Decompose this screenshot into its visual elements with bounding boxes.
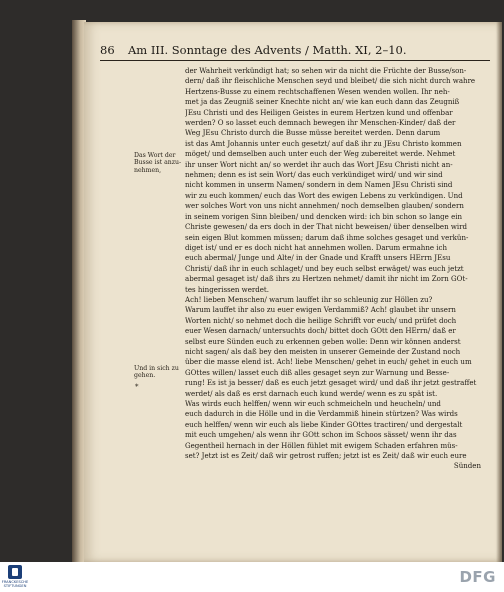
text-line: tes hingerissen werdet. bbox=[185, 284, 269, 294]
text-line: in seinem vorigen Sinn bleiben/ und dencken wird: ich bin schon so lange ein bbox=[185, 211, 463, 221]
text-line: JEsu Christi und des Heiligen Geistes in eurem Hertzen kund und offenbar bbox=[185, 107, 453, 117]
text-line: Gegentheil hernach in der Höllen fühlet mit ewigem Schaden erfahren müs- bbox=[185, 440, 458, 450]
marginal-note-gehen bbox=[134, 365, 182, 380]
marginal-note-line: Das Wort der bbox=[134, 152, 176, 159]
text-line: Was wirds euch helffen/ wenn wir euch schmeicheln und heucheln/ und bbox=[185, 399, 441, 408]
text-line: Hertzens-Busse zu einem rechtschaffenen Wesen wenden wollen. Ihr neh- bbox=[185, 86, 450, 96]
marginal-note-busse bbox=[134, 152, 182, 174]
text-line: euch dadurch in die Hölle und in die Verdammiß hinein stürtzen? Was wirds bbox=[185, 409, 458, 419]
text-line: Worten nicht/ so nehmet doch die heilige Schrifft vor euch/ und prüfet doch bbox=[185, 315, 457, 325]
running-head: Am III. Sonntage des Advents / Matth. XI, 2–10. bbox=[128, 43, 407, 57]
text-line: abermal gesaget ist/ daß ihrs zu Hertzen nehmet/ damit ihr nicht im Zorn GOt- bbox=[185, 274, 468, 284]
marginal-note-line: gehen. bbox=[134, 372, 156, 380]
header-rule bbox=[100, 60, 490, 61]
text-line: wer solches Wort von uns nicht annehmen/ noch demselben glauben/ sondern bbox=[185, 201, 464, 211]
text-line: dern/ daß ihr fleischliche Menschen seyd und bleibet/ die sich nicht durch wahre bbox=[185, 76, 476, 86]
dfg-logo[interactable]: DFG bbox=[459, 568, 496, 586]
library-crest-icon bbox=[8, 565, 22, 579]
text-line: sein eigen Blut kommen müssen; darum daß ihme solches gesaget und verkün- bbox=[185, 232, 469, 242]
text-line: met ja das Zeugniß seiner Knechte nicht an/ wie kan euch dann das Zeugniß bbox=[185, 97, 460, 107]
margin-asterisk: * bbox=[135, 383, 139, 391]
viewer-footer bbox=[0, 562, 504, 592]
text-line: Christi/ daß ihr in euch schlaget/ und bey euch selbst erwäget/ was euch jetzt bbox=[185, 263, 464, 273]
text-line: der Wahrheit verkündigt hat; so sehen wir da nicht die Früchte der Busse/son- bbox=[185, 66, 467, 75]
body-text bbox=[185, 66, 483, 472]
text-line: nehmen; denn es ist sein Wort/ das euch verkündiget wird/ und wir sind bbox=[185, 170, 443, 180]
text-line: ihr unser Wort nicht an/ so werdet ihr auch das Wort JEsu Christi nicht an- bbox=[185, 159, 453, 169]
text-line: rung! Es ist ja besser/ daß es euch jetzt gesaget wird/ und daß ihr jetzt gestraffet bbox=[185, 378, 477, 388]
text-line: werden? O so lasset euch demnach bewegen ihr Menschen-Kinder/ daß der bbox=[185, 118, 456, 128]
text-line: set? Jetzt ist es Zeit/ daß wir getrost ruffen; jetzt ist es Zeit/ daß wir euch eure bbox=[185, 451, 467, 461]
library-label: FRANCKESCHE STIFTUNGEN bbox=[1, 580, 29, 588]
text-line: Ach! lieben Menschen/ warum lauffet ihr so schleunig zur Höllen zu? bbox=[185, 294, 433, 304]
page-number: 86 bbox=[100, 43, 115, 57]
text-line: wir zu euch kommen/ euch das Wort des ewigen Lebens zu verkündigen. Und bbox=[185, 190, 463, 200]
text-line: euer Wesen darnach/ untersuchts doch/ bittet doch GOtt den HErrn/ daß er bbox=[185, 326, 456, 336]
page-header bbox=[100, 43, 490, 59]
text-line: euch helffen/ wenn wir euch als liebe Kinder GOttes tractiren/ und dergestalt bbox=[185, 419, 463, 429]
text-line: Christe gewesen/ da ers doch in der That nicht beweisen/ über denselben wird bbox=[185, 222, 468, 232]
page-edge-shadow bbox=[496, 22, 502, 562]
library-logo[interactable] bbox=[0, 562, 30, 592]
marginal-note-line: nehmen, bbox=[134, 166, 162, 174]
text-line: Warum lauffet ihr also zu euer ewigen Verdammiß? Ach! glaubet ihr unsern bbox=[185, 305, 456, 315]
text-line: GOttes willen/ lasset euch diß alles gesaget seyn zur Warnung und Besse- bbox=[185, 367, 450, 377]
text-line: nicht kommen in unserm Namen/ sondern in dem Namen JEsu Christi sind bbox=[185, 180, 453, 190]
text-line: nicht sagen/ als daß bey den meisten in unserer Gemeinde der Zustand noch bbox=[185, 346, 461, 356]
text-line: mit euch umgehen/ als wenn ihr GOtt schon im Schoos sässet/ wenn ihr das bbox=[185, 430, 457, 440]
marginal-note-line: Busse ist anzu- bbox=[134, 159, 182, 167]
text-line: diget ist/ und er es doch nicht hat annehmen wollen. Darum ermahne ich bbox=[185, 242, 448, 252]
text-line: euch abermal/ Junge und Alte/ in der Gnade und Krafft unsers HErrn JEsu bbox=[185, 253, 451, 263]
text-line: Weg JEsu Christo durch die Busse müsse bereitet werden. Denn darum bbox=[185, 128, 441, 138]
text-line: möget/ und demselben auch unter euch der Weg zubereitet werde. Nehmet bbox=[185, 149, 456, 159]
text-line: ist das Amt Johannis unter euch gesetzt/ auf daß ihr zu JEsu Christo kommen bbox=[185, 138, 462, 148]
text-line: über die masse elend ist. Ach! liebe Menschen/ gehet in euch/ gehet in euch um bbox=[185, 357, 472, 367]
text-line: werdet/ als daß es erst darnach euch kund werde/ wenn es zu spät ist. bbox=[185, 388, 438, 398]
marginal-note-line: Und in sich zu bbox=[134, 365, 179, 372]
text-line: Sünden bbox=[453, 461, 481, 471]
text-line: selbst eure Sünden euch zu erkennen geben wolle: Denn wir können anderst bbox=[185, 336, 461, 346]
